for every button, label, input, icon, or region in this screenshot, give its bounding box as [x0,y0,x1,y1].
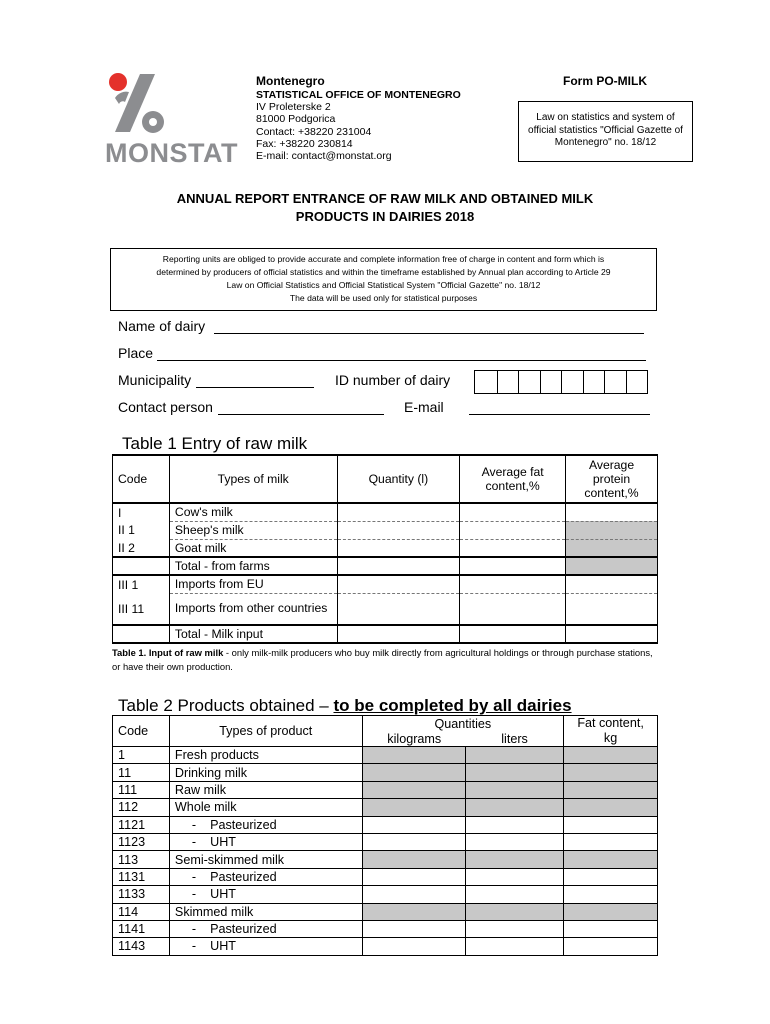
fat-content-cell [564,747,658,764]
fat-cell[interactable] [460,593,566,625]
row-code: 1143 [113,938,170,955]
address-line: IV Proleterske 2 [256,101,331,113]
notice-line: Reporting units are obliged to provide accurate and complete information free of charge in content and form which is [162,254,605,264]
fat-cell[interactable] [460,539,566,557]
table1-note-title: Table 1. Input of raw milk [112,647,224,658]
row-type: Goat milk [169,539,337,557]
fat-content-cell [564,799,658,816]
row-type: Skimmed milk [169,903,362,920]
table-row [113,521,658,539]
row-code: 1123 [113,833,170,850]
table1-note [112,646,657,673]
title-line: ANNUAL REPORT ENTRANCE OF RAW MILK AND OBTAINED MILK [176,191,594,206]
municipality-field[interactable] [196,387,314,388]
row-code: 1131 [113,868,170,885]
table-row [113,868,658,885]
table-row [113,747,658,764]
fat-cell[interactable] [460,575,566,593]
row-type: Cow's milk [169,503,337,521]
liters-cell[interactable] [466,868,564,885]
fat-content-cell[interactable] [564,816,658,833]
address-line: Fax: +38220 230814 [256,137,353,150]
name-of-dairy-field[interactable] [214,333,644,334]
fat-cell[interactable] [460,625,566,643]
address-line: E-mail: contact@monstat.org [256,150,392,163]
kilograms-cell[interactable] [362,816,466,833]
protein-cell[interactable] [566,593,658,625]
row-code [113,625,170,643]
email-label: E-mail [404,399,444,415]
kilograms-cell[interactable] [362,938,466,955]
row-code: 111 [113,781,170,798]
fat-content-cell[interactable] [564,886,658,903]
kilograms-cell [362,764,466,781]
country-name: Montenegro [256,74,325,88]
law-line: Montenegro" no. 18/12 [554,137,657,148]
table-row [113,886,658,903]
table-row [113,851,658,868]
document-title [110,190,660,226]
liters-cell[interactable] [466,833,564,850]
t2-header-liters: liters [466,731,564,747]
protein-cell[interactable] [566,575,658,593]
row-type: Imports from other countries [169,593,337,625]
id-digit-box[interactable] [475,371,497,393]
kilograms-cell [362,851,466,868]
row-code: II 2 [113,539,170,557]
t2-header-kg: kilograms [362,731,466,747]
law-line: official statistics "Official Gazette of [528,124,683,136]
address-line: Contact: +38220 231004 [256,125,372,138]
fat-content-cell [564,764,658,781]
row-type: - Pasteurized [169,920,362,937]
name-of-dairy-label: Name of dairy [118,318,206,334]
table-row [113,799,658,816]
table2-title-text: Table 2 Products obtained – [118,696,334,715]
t2-header-code: Code [113,716,170,747]
table-row [113,625,658,643]
municipality-label: Municipality [118,372,192,388]
kilograms-cell[interactable] [362,833,466,850]
row-type: Fresh products [169,747,362,764]
t1-header-protein: Average protein content,% [566,455,658,503]
protein-cell[interactable] [566,503,658,521]
kilograms-cell [362,781,466,798]
protein-cell [566,557,658,575]
id-number-boxes[interactable] [474,370,648,394]
logo-wordmark: MONSTAT [105,138,238,168]
table-row [113,503,658,521]
kilograms-cell [362,903,466,920]
kilograms-cell[interactable] [362,868,466,885]
row-type: Total - from farms [169,557,337,575]
quantity-cell[interactable] [337,503,460,521]
t2-header-fat: Fat content, kg [564,716,658,747]
liters-cell [466,799,564,816]
row-type: - Pasteurized [169,868,362,885]
row-code: 11 [113,764,170,781]
table-row [113,920,658,937]
protein-cell [566,539,658,557]
id-digit-box[interactable] [497,371,519,393]
kilograms-cell [362,747,466,764]
table1-note-text: - only milk-milk producers who buy milk directly from agricultural holdings or through purchase stations, or have their own production. [112,647,653,672]
table-row [113,781,658,798]
table-row [113,593,658,625]
row-type: - UHT [169,886,362,903]
quantity-cell[interactable] [337,557,460,575]
row-code: 1 [113,747,170,764]
liters-cell[interactable] [466,938,564,955]
fat-cell[interactable] [460,521,566,539]
row-code [113,557,170,575]
table-row [113,833,658,850]
table-row [113,903,658,920]
table2-title [118,696,572,716]
row-type: Whole milk [169,799,362,816]
fat-content-cell[interactable] [564,833,658,850]
id-digit-box[interactable] [626,371,648,393]
fat-cell[interactable] [460,503,566,521]
form-code: Form PO-MILK [563,74,647,88]
liters-cell [466,781,564,798]
table2-title-emphasis: to be completed by all dairies [333,696,572,715]
id-digit-box[interactable] [561,371,583,393]
address-line: 81000 Podgorica [256,113,336,126]
kilograms-cell[interactable] [362,920,466,937]
quantity-cell[interactable] [337,539,460,557]
liters-cell[interactable] [466,920,564,937]
fat-content-cell [564,851,658,868]
t1-header-type: Types of milk [169,455,337,503]
notice-line: The data will be used only for statistical purposes [289,293,478,303]
t2-header-quantities: Quantities [362,716,564,732]
row-type: Drinking milk [169,764,362,781]
kilograms-cell[interactable] [362,886,466,903]
row-type: - UHT [169,938,362,955]
row-code: 1133 [113,886,170,903]
contact-person-field[interactable] [218,414,384,415]
row-code: 1141 [113,920,170,937]
fat-content-cell[interactable] [564,920,658,937]
fat-content-cell[interactable] [564,868,658,885]
title-line: PRODUCTS IN DAIRIES 2018 [295,209,475,224]
t1-header-code: Code [113,455,170,503]
row-type: - Pasteurized [169,816,362,833]
fat-content-cell [564,903,658,920]
liters-cell [466,764,564,781]
table1 [112,454,658,644]
row-code: III 11 [113,593,170,625]
row-type: Total - Milk input [169,625,337,643]
table-row [113,938,658,955]
office-address [256,101,392,162]
liters-cell [466,747,564,764]
quantity-cell[interactable] [337,625,460,643]
notice-line: determined by producers of official statistics and within the timeframe established by Annual plan according to Article 29 [156,267,611,277]
table-row [113,557,658,575]
row-code: 112 [113,799,170,816]
t2-header-type: Types of product [169,716,362,747]
protein-cell[interactable] [566,625,658,643]
table-row [113,539,658,557]
table2 [112,715,658,956]
t1-header-fat: Average fat content,% [460,455,566,503]
row-type: - UHT [169,833,362,850]
t1-header-quantity: Quantity (l) [337,455,460,503]
row-code: 1121 [113,816,170,833]
law-line: Law on statistics and system of [536,112,675,123]
table-row [113,764,658,781]
table1-title: Table 1 Entry of raw milk [122,434,308,453]
place-field[interactable] [157,360,646,361]
law-reference-box [518,101,693,162]
email-field[interactable] [469,414,650,415]
liters-cell[interactable] [466,816,564,833]
row-type: Raw milk [169,781,362,798]
protein-cell [566,521,658,539]
table-row [113,816,658,833]
liters-cell [466,851,564,868]
row-type: Semi-skimmed milk [169,851,362,868]
contact-person-label: Contact person [118,399,213,415]
row-code: II 1 [113,521,170,539]
kilograms-cell [362,799,466,816]
id-digit-box[interactable] [518,371,540,393]
place-label: Place [118,345,154,361]
office-name: STATISTICAL OFFICE OF MONTENEGRO [256,89,461,101]
id-digit-box[interactable] [540,371,562,393]
row-code: I [113,503,170,521]
id-digit-box[interactable] [583,371,605,393]
row-code: 113 [113,851,170,868]
notice-box [110,248,657,311]
id-number-label: ID number of dairy [335,372,451,388]
table-row [113,575,658,593]
id-digit-box[interactable] [604,371,626,393]
row-code: 114 [113,903,170,920]
liters-cell [466,903,564,920]
fat-content-cell [564,781,658,798]
fat-content-cell[interactable] [564,938,658,955]
liters-cell[interactable] [466,886,564,903]
quantity-cell[interactable] [337,575,460,593]
notice-line: Law on Official Statistics and Official Statistical System "Official Gazette" no. 18/12 [226,280,541,290]
row-type: Imports from EU [169,575,337,593]
quantity-cell[interactable] [337,593,460,625]
row-type: Sheep's milk [169,521,337,539]
row-code: III 1 [113,575,170,593]
fat-cell[interactable] [460,557,566,575]
quantity-cell[interactable] [337,521,460,539]
